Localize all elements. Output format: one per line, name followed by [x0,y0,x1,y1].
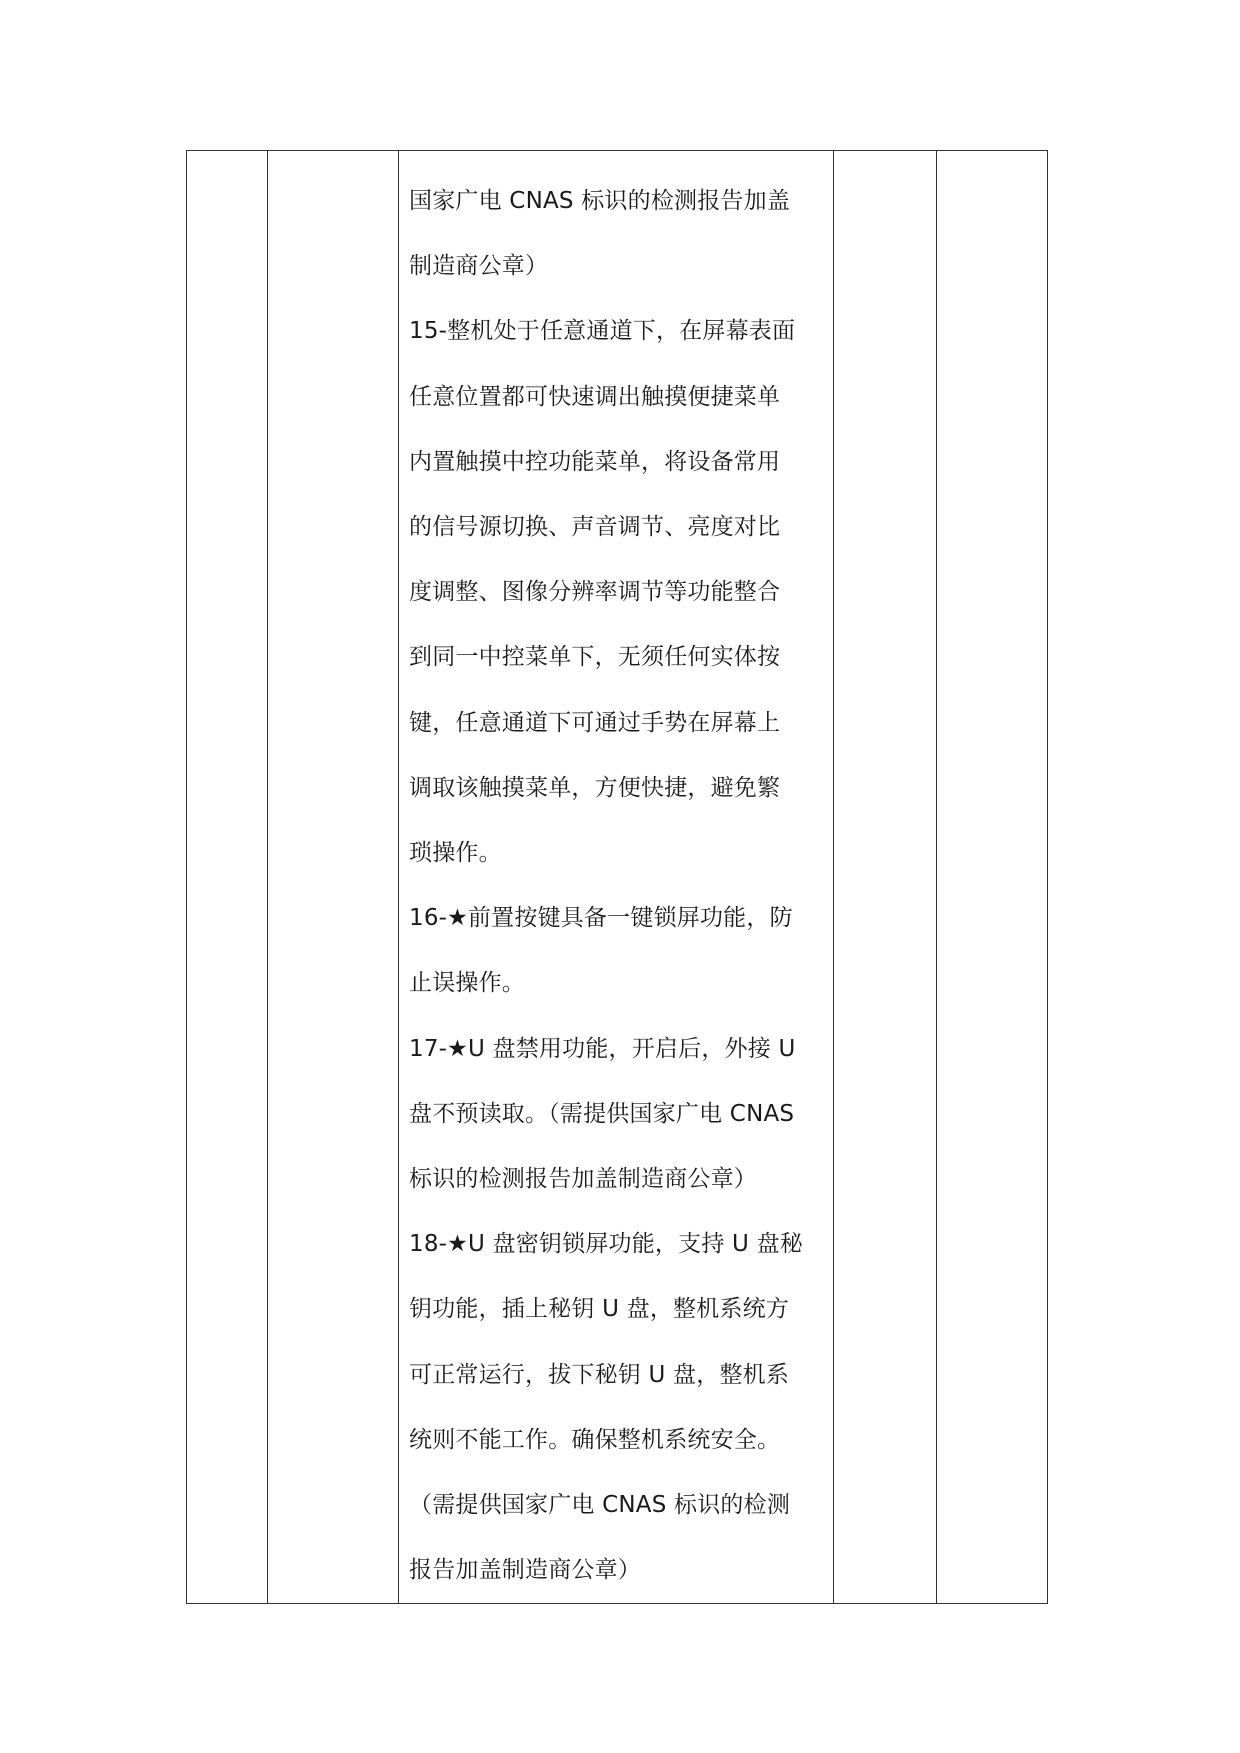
spec-line: 止误操作。 [409,970,525,997]
spec-line: 国家广电 CNAS 标识的检测报告加盖 [409,188,791,214]
table-cell-spec [399,151,834,1604]
spec-line: 的信号源切换、声音调节、亮度对比 [409,514,781,541]
table-cell-col4-empty [834,151,937,1604]
spec-line: （需提供国家广电 CNAS 标识的检测 [409,1492,791,1519]
spec-line: 键，任意通道下可通过手势在屏幕上 [409,709,781,736]
spec-line: 18-★U 盘密钥锁屏功能，支持 U 盘秘 [409,1231,803,1258]
spec-line: 度调整、图像分辨率调节等功能整合 [409,579,781,606]
table-cell-col5-empty [937,151,1048,1604]
spec-line: 到同一中控菜单下，无须任何实体按 [409,644,781,671]
spec-line: 琐操作。 [409,840,502,867]
spec-line: 钥功能，插上秘钥 U 盘，整机系统方 [409,1296,790,1323]
spec-line: 可正常运行，拔下秘钥 U 盘，整机系 [409,1361,790,1388]
spec-table [186,150,1048,1604]
spec-line: 内置触摸中控功能菜单，将设备常用 [409,448,781,475]
spec-line: 制造商公章） [409,253,549,280]
spec-line: 17-★U 盘禁用功能，开启后，外接 U [409,1035,796,1062]
spec-line: 统则不能工作。确保整机系统安全。 [409,1426,781,1453]
spec-line: 调取该触摸菜单，方便快捷，避免繁 [409,774,781,801]
spec-line: 任意位置都可快速调出触摸便捷菜单 [409,383,781,410]
spec-line: 16-★前置按键具备一键锁屏功能，防 [409,905,793,932]
spec-line: 标识的检测报告加盖制造商公章） [409,1166,757,1193]
spec-line: 15-整机处于任意通道下，在屏幕表面 [409,318,796,345]
spec-text-block [399,151,833,1603]
spec-line: 报告加盖制造商公章） [409,1557,641,1584]
table-row [187,151,1048,1604]
spec-line: 盘不预读取。（需提供国家广电 CNAS [409,1100,795,1127]
table-cell-col1-empty [187,151,268,1604]
table-cell-col2-empty [268,151,399,1604]
